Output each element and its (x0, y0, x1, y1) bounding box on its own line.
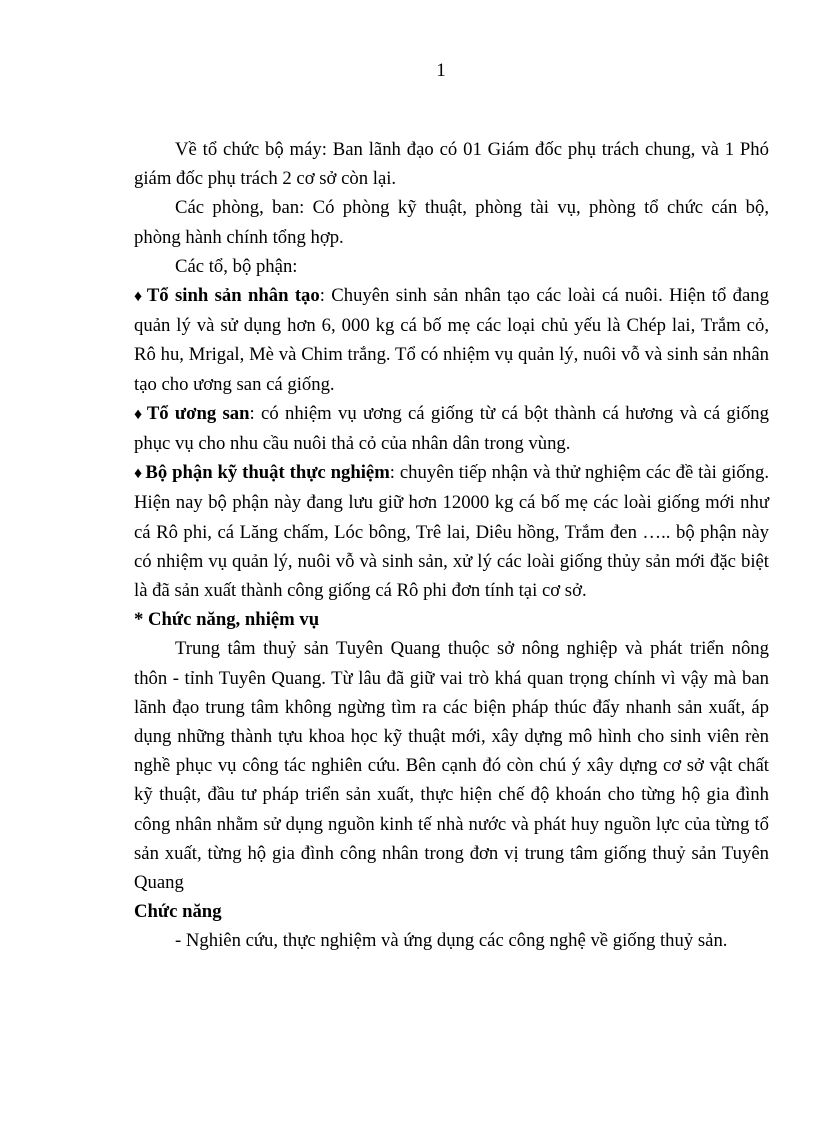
diamond-bullet-icon: ♦ (134, 465, 143, 483)
section-heading-functions-duties: * Chức năng, nhiệm vụ (134, 609, 320, 631)
page-number: 1 (436, 60, 446, 81)
unit-title: Tổ sinh sản nhân tạo (146, 285, 320, 307)
unit-description: : chuyên tiếp nhận và thử nghiệm các đề tài giống. Hiện nay bộ phận này đang lưu giữ hơn 12000 kg cá bố mẹ các loài giống mới như cá Rô phi, cá Lăng chấm, Lóc bông, Trê lai, Diêu hồng, Trắm đen ….. bộ phận này có nhiệm vụ quản lý, nuôi vỗ và sinh sản, xử lý các loài giống thủy sản mới đặc biệt là đã sản xuất thành công giống cá Rô phi đơn tính tại cơ sở. (134, 462, 769, 602)
unit-item (134, 281, 769, 399)
diamond-bullet-icon: ♦ (134, 405, 144, 423)
paragraph-org-structure: Về tổ chức bộ máy: Ban lãnh đạo có 01 Giám đốc phụ trách chung, và 1 Phó giám đốc phụ trách 2 cơ sở còn lại. (134, 139, 769, 190)
function-list-item: - Nghiên cứu, thực nghiệm và ứng dụng các công nghệ về giống thuỷ sản. (175, 930, 728, 952)
paragraph-functions: Trung tâm thuỷ sản Tuyên Quang thuộc sở nông nghiệp và phát triển nông thôn - tỉnh Tuyên Quang. Từ lâu đã giữ vai trò khá quan trọng chính vì vậy mà ban lãnh đạo trung tâm không ngừng tìm ra các biện pháp thúc đẩy nhanh sản xuất, áp dụng những thành tựu khoa học kỹ thuật mới, xây dựng mô hình cho sinh viên rèn nghề phục vụ công tác nghiên cứu. Bên cạnh đó còn chú ý xây dựng cơ sở vật chất kỹ thuật, đầu tư pháp triển sản xuất, thực hiện chế độ khoán cho từng hộ gia đình công nhân nhằm sử dụng nguồn kinh tế nhà nước và phát huy nguồn lực của từng tổ sản xuất, từng hộ gia đình công nhân trong đơn vị trung tâm giống thuỷ sản Tuyên Quang (134, 638, 769, 894)
unit-item (134, 458, 769, 605)
diamond-bullet-icon: ♦ (134, 288, 144, 306)
unit-title: Bộ phận kỹ thuật thực nghiệm (145, 462, 390, 484)
unit-title: Tổ ương san (146, 402, 250, 424)
paragraph-units-intro: Các tổ, bộ phận: (175, 255, 298, 277)
unit-description: : Chuyên sinh sản nhân tạo các loài cá nuôi. Hiện tổ đang quản lý và sử dụng hơn 6, 000 kg cá bố mẹ các loại chủ yếu là Chép lai, Trắm cỏ, Rô hu, Mrigal, Mè và Chim trắng. Tổ có nhiệm vụ quản lý, nuôi vỗ và sinh sản nhân tạo cho ương san cá giống. (134, 285, 769, 395)
unit-description: : có nhiệm vụ ương cá giống từ cá bột thành cá hương và cá giống phục vụ cho nhu cầu nuôi thả cỏ của nhân dân trong vùng. (134, 402, 769, 455)
unit-item (134, 399, 769, 458)
document-body (134, 135, 769, 956)
heading-functions: Chức năng (134, 901, 222, 923)
paragraph-departments: Các phòng, ban: Có phòng kỹ thuật, phòng tài vụ, phòng tổ chức cán bộ, phòng hành chính tổng hợp. (134, 197, 769, 248)
